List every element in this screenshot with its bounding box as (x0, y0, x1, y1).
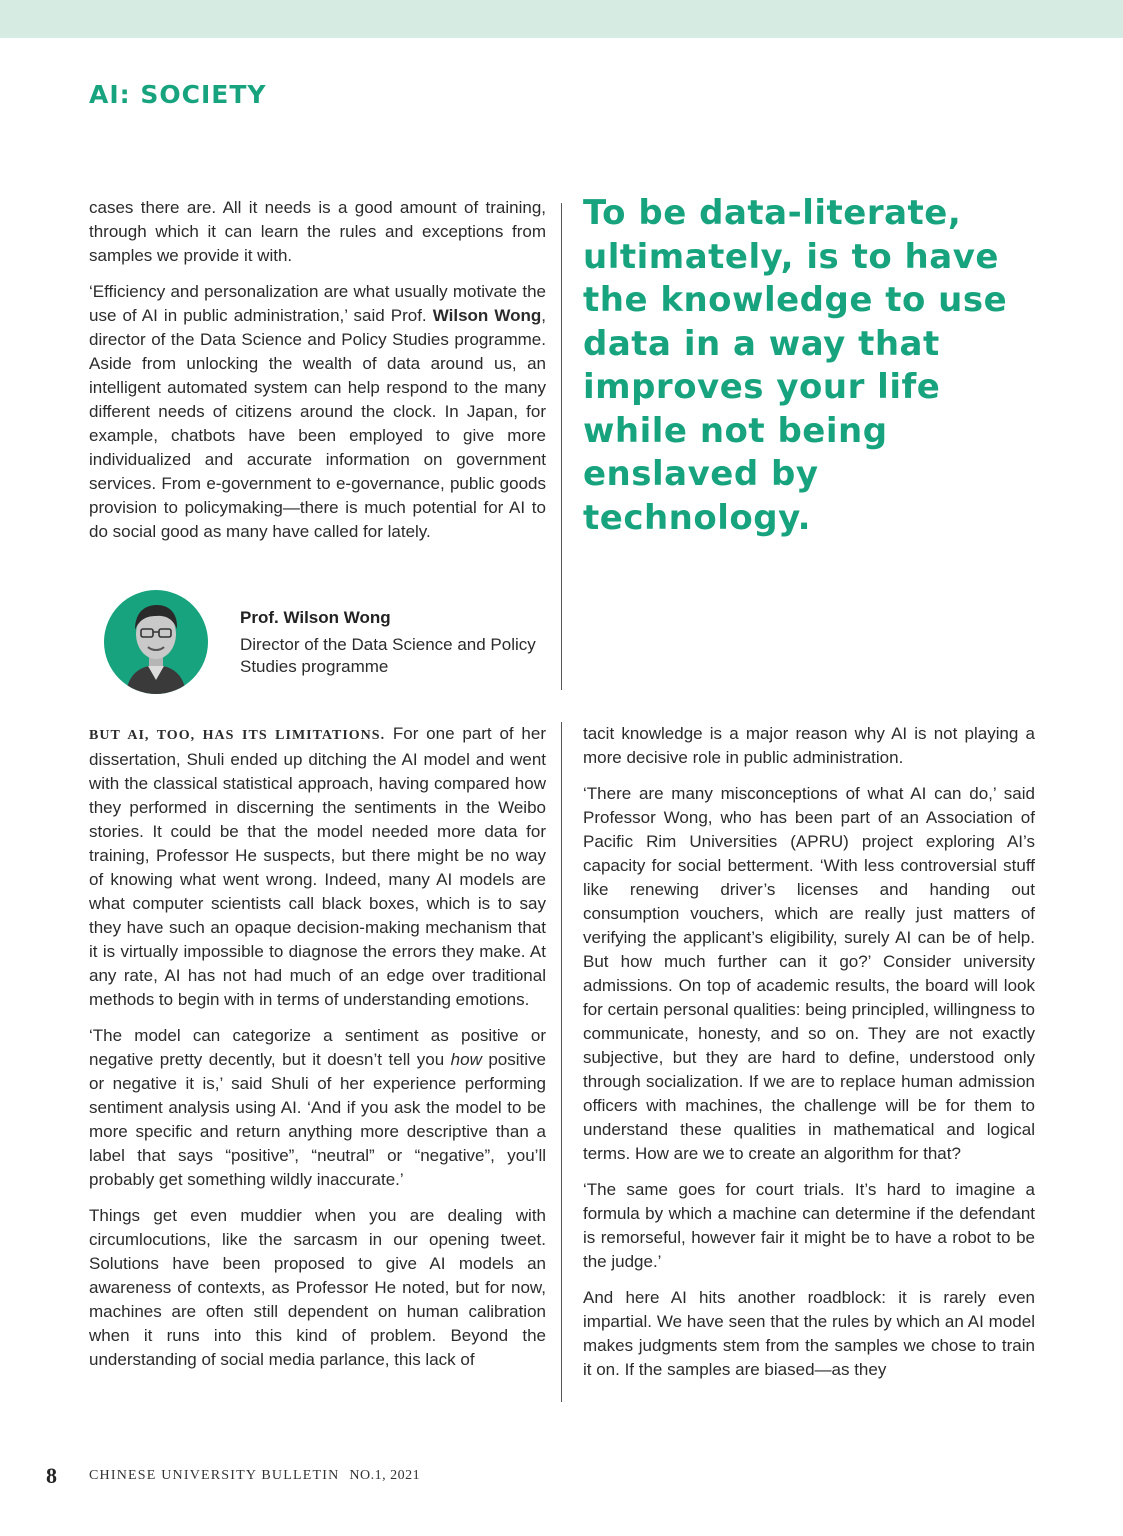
avatar (104, 590, 208, 694)
paragraph: tacit knowledge is a major reason why AI is not playing a more decisive role in public administration. (583, 724, 1035, 767)
paragraph: cases there are. All it needs is a good amount of training, through which it can learn the rules and exceptions from samples we provide it with. (89, 198, 546, 265)
text-run: positive or negative it is,’ said Shuli of her experience performing sentiment analysis using AI. ‘And if you ask the model to be more specific and return anything more descriptive than a label that says “positive”, “neutral” or “negative”, you’ll probably get something wildly inaccurate.’ (89, 1050, 546, 1189)
profile-role: Director of the Data Science and Policy Studies programme (240, 635, 536, 676)
footer-publication (89, 1468, 420, 1484)
text-run: ‘Efficiency and personalization are what usually motivate the use of AI in public administration,’ said Prof. (89, 282, 546, 325)
text-run: ‘The model can categorize a sentiment as positive or negative pretty decently, but it doesn’t tell you (89, 1026, 546, 1069)
column-right-bottom (583, 722, 1035, 1394)
emphasis: how (450, 1050, 482, 1069)
lead-in: BUT AI, TOO, HAS ITS LIMITATIONS. (89, 728, 386, 743)
paragraph: And here AI hits another roadblock: it is rarely even impartial. We have seen that the rules by which an AI model makes judgments stem from the samples we chose to train it on. If the samples are biased—as they (583, 1288, 1035, 1379)
page-number: 8 (46, 1463, 57, 1488)
paragraph: Things get even muddier when you are dealing with circumlocutions, like the sarcasm in our opening tweet. Solutions have been proposed to give AI models an awareness of contexts, as Professor He noted, but for now, machines are often still dependent on human calibration when it runs into this kind of problem. Beyond the understanding of social media parlance, this lack of (89, 1206, 546, 1369)
portrait-illustration (104, 590, 208, 694)
paragraph: ‘There are many misconceptions of what AI can do,’ said Professor Wong, who has been part of an Association of Pacific Rim Universities (APRU) project exploring AI’s capacity for social betterment. ‘With less controversial stuff like renewing driver’s licenses and handing out consumption vouchers, which are really just matters of verifying the applicant’s eligibility, surely AI can be of help. But how much further can it go?’ Consider university admissions. On top of academic results, the board will look for certain personal qualities: being principled, willingness to communicate, honesty, and so on. They are not exactly subjective, but they are hard to define, understood only through socialization. If we are to replace human admission officers with machines, the challenge will be for them to understand these qualities in mathematical and logical terms. How are we to create an algorithm for that? (583, 784, 1035, 1163)
text-run: , director of the Data Science and Policy Studies programme. Aside from unlocking the wealth of data around us, an intelligent automated system can help respond to the many different needs of citizens around the clock. In Japan, for example, chatbots have been employed to give more individualized and accurate information on government services. From e-government to e-governance, public goods provision to policymaking—there is much potential for AI to do social good as many have called for lately. (89, 306, 546, 541)
bold-name: Wilson Wong (432, 306, 542, 325)
pull-quote: To be data-literate, ultimately, is to have the knowledge to use data in a way that improves your life while not being enslaved by technology. (583, 193, 1008, 538)
paragraph (89, 280, 546, 544)
section-label: AI: SOCIETY (89, 80, 267, 109)
column-left-bottom (89, 722, 546, 1384)
profile-card (104, 590, 544, 696)
publication-name: CHINESE UNIVERSITY BULLETIN (89, 1468, 340, 1483)
top-color-band (0, 0, 1123, 38)
text-run: For one part of her dissertation, Shuli ended up ditching the AI model and went with the classical statistical approach, having compared how they performed in discerning the sentiments in the Weibo stories. It could be that the model needed more data for training, Professor He suspects, but there might be no way of knowing what went wrong. Indeed, many AI models are what computer scientists call black boxes, which is to say they have such an opaque decision-making mechanism that it is virtually impossible to diagnose the errors they make. At any rate, AI has not had much of an edge over traditional methods to begin with in terms of understanding emotions. (89, 724, 546, 1009)
column-left-top (89, 196, 546, 556)
issue-number: NO.1, 2021 (349, 1468, 421, 1483)
paragraph: ‘The same goes for court trials. It’s hard to imagine a formula by which a machine can determine if the defendant is remorseful, however fair it might be to have a robot to be the judge.’ (583, 1180, 1035, 1271)
profile-name: Prof. Wilson Wong (240, 608, 391, 627)
paragraph (89, 1024, 546, 1192)
column-divider (561, 722, 562, 1402)
column-divider (561, 203, 562, 690)
paragraph (89, 722, 546, 1012)
